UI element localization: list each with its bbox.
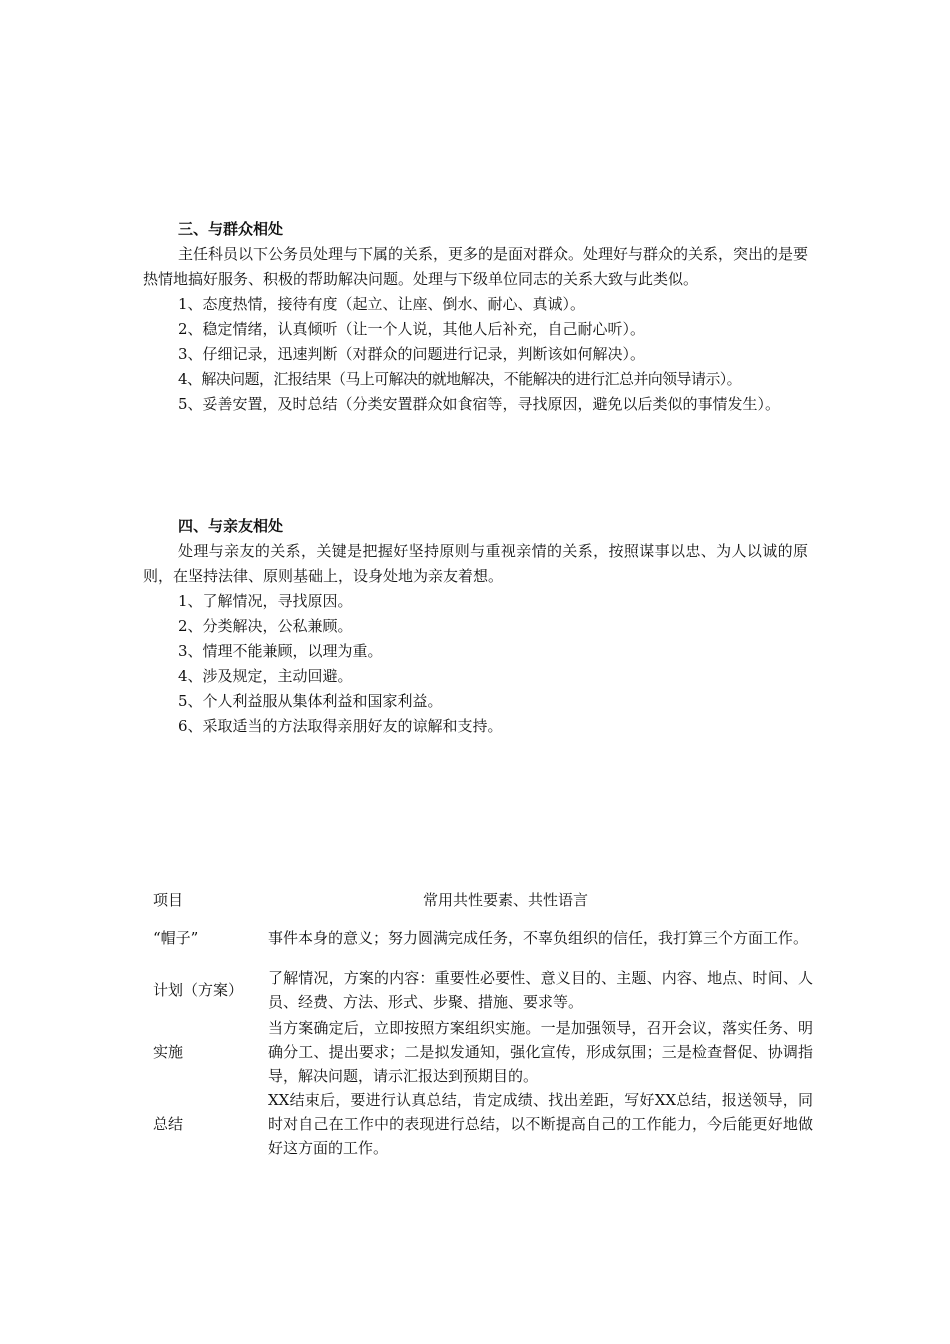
row-content: 了解情况，方案的内容：重要性必要性、意义目的、主题、内容、地点、时间、人员、经费、方法、形式、步聚、措施、要求等。 — [268, 969, 813, 1011]
section-masses — [143, 217, 808, 417]
list-item: 6、采取适当的方法取得亲朋好友的谅解和支持。 — [178, 717, 503, 735]
list-item: 4、解决问题，汇报结果（马上可解决的就地解决，不能解决的进行汇总并向领导请示）。 — [178, 370, 742, 388]
list-item: 5、个人利益服从集体利益和国家利益。 — [178, 692, 443, 710]
section-heading: 三、与群众相处 — [178, 220, 284, 238]
common-elements-table — [143, 888, 813, 1160]
column-header-item: 项目 — [153, 891, 184, 909]
list-item: 1、了解情况，寻找原因。 — [178, 592, 353, 610]
list-item: 3、情理不能兼顾，以理为重。 — [178, 642, 383, 660]
row-item-label: 计划（方案） — [153, 981, 244, 999]
table-row — [143, 964, 813, 1016]
list-item: 3、仔细记录，迅速判断（对群众的问题进行记录，判断该如何解决）。 — [178, 345, 646, 363]
list-item: 5、妥善安置，及时总结（分类安置群众如食宿等，寻找原因，避免以后类似的事情发生）。 — [178, 395, 781, 413]
table-header-row — [143, 888, 813, 912]
list-item: 1、态度热情，接待有度（起立、让座、倒水、耐心、真诚）。 — [178, 295, 586, 313]
table-row — [143, 1088, 813, 1160]
table-row — [143, 1016, 813, 1088]
section-heading: 四、与亲友相处 — [178, 517, 284, 535]
section-intro: 处理与亲友的关系，关键是把握好坚持原则与重视亲情的关系，按照谋事以忠、为人以诚的原则，在坚持法律、原则基础上，设身处地为亲友着想。 — [143, 542, 808, 585]
list-item: 4、涉及规定，主动回避。 — [178, 667, 353, 685]
list-item: 2、分类解决，公私兼顾。 — [178, 617, 353, 635]
row-item-label: “帽子” — [153, 929, 199, 947]
table-row — [143, 912, 813, 964]
row-content: XX结束后，要进行认真总结，肯定成绩、找出差距，写好XX总结，报送领导，同时对自己在工作中的表现进行总结，以不断提高自己的工作能力，今后能更好地做好这方面的工作。 — [268, 1091, 813, 1157]
section-intro: 主任科员以下公务员处理与下属的关系，更多的是面对群众。处理好与群众的关系，突出的是要热情地搞好服务、积极的帮助解决问题。处理与下级单位同志的关系大致与此类似。 — [143, 245, 809, 288]
row-content: 事件本身的意义；努力圆满完成任务，不辜负组织的信任，我打算三个方面工作。 — [268, 929, 809, 947]
section-relatives — [143, 514, 808, 739]
row-item-label: 实施 — [153, 1043, 184, 1061]
row-item-label: 总结 — [153, 1115, 184, 1133]
list-item: 2、稳定情绪，认真倾听（让一个人说，其他人后补充，自己耐心听）。 — [178, 320, 646, 338]
column-header-content: 常用共性要素、共性语言 — [422, 891, 588, 909]
row-content: 当方案确定后，立即按照方案组织实施。一是加强领导，召开会议，落实任务、明确分工、提出要求；二是拟发通知，强化宣传，形成氛围；三是检查督促、协调指导，解决问题，请示汇报达到预期目的。 — [268, 1019, 813, 1085]
